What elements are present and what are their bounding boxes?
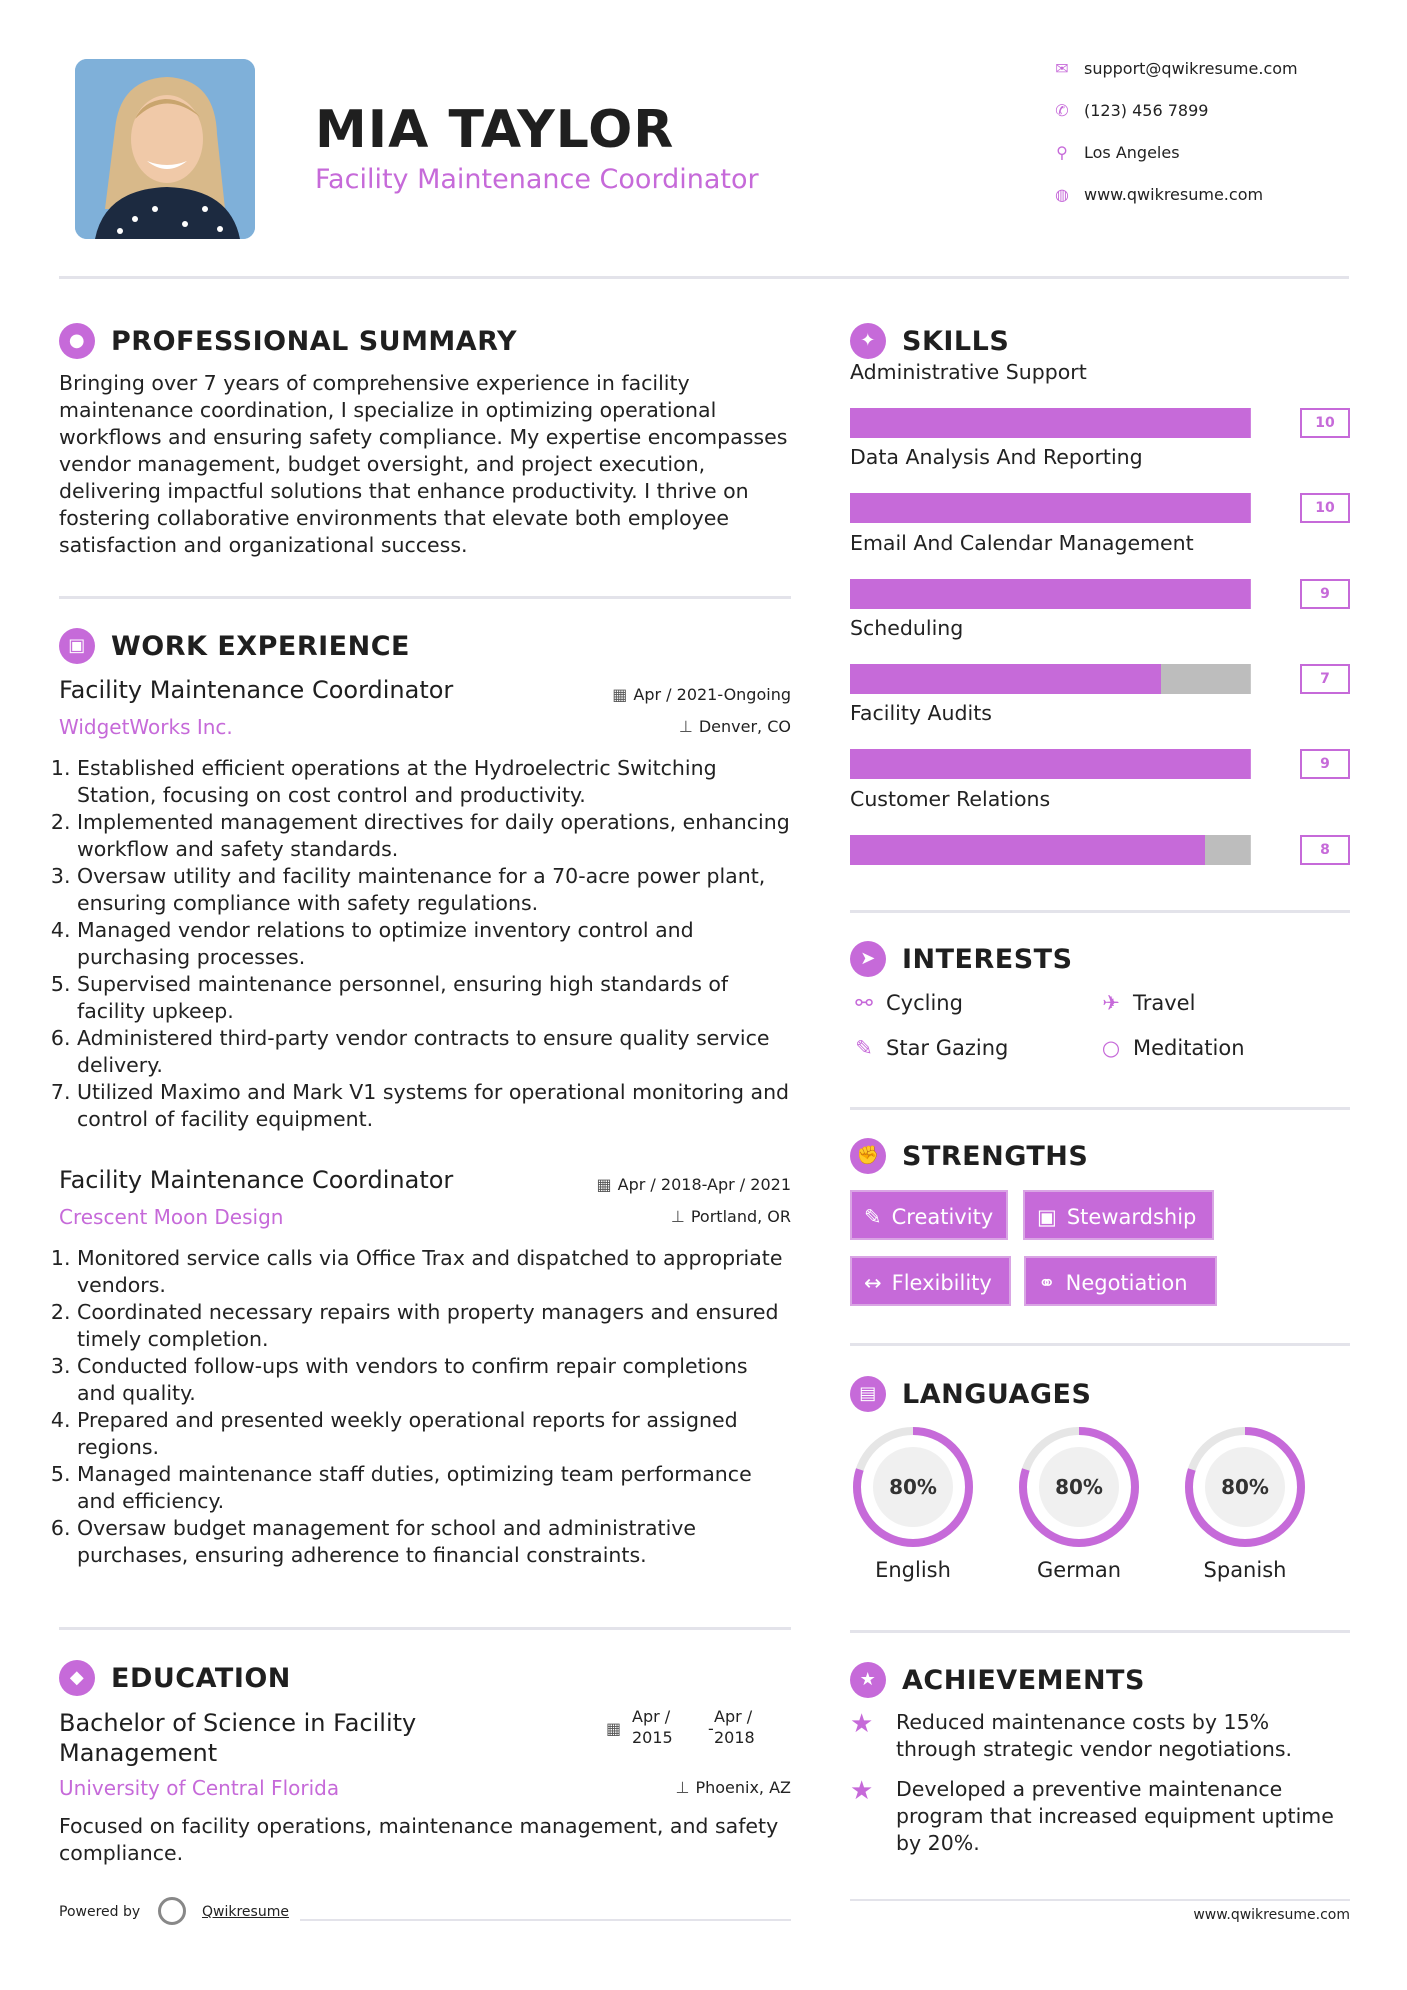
plane-icon: ✈ <box>1102 991 1120 1015</box>
list-item: 6. Administered third-party vendor contracts to ensure quality service delivery. <box>77 1025 791 1079</box>
contact-email[interactable]: ✉ support@qwikresume.com <box>1050 56 1370 82</box>
list-item: 5. Supervised maintenance personnel, ensuring high standards of facility upkeep. <box>77 971 791 1025</box>
skill-name: Email And Calendar Management <box>850 530 1194 555</box>
job-2-title: Facility Maintenance Coordinator <box>59 1166 454 1194</box>
globe-icon: ◍ <box>1055 185 1069 204</box>
circle-icon: ○ <box>1101 1036 1121 1060</box>
skill-score: 8 <box>1300 835 1350 865</box>
phone-icon: ✆ <box>1055 101 1069 120</box>
list-item: 5. Managed maintenance staff duties, optimizing team performance and efficiency. <box>77 1461 791 1515</box>
interests-heading: ➤ INTERESTS <box>850 940 1073 980</box>
strength-negotiation: ⚭ Negotiation <box>1024 1256 1217 1306</box>
skill-name: Data Analysis And Reporting <box>850 445 1143 470</box>
language-ring <box>848 1422 978 1552</box>
skill-bar-segment <box>894 835 939 865</box>
skill-bar-segment <box>939 835 984 865</box>
summary-heading: ● PROFESSIONAL SUMMARY <box>59 322 517 362</box>
skill-bar-segment <box>983 408 1028 438</box>
job-2-location: ⊥ Portland, OR <box>670 1207 791 1226</box>
skill-bar-segment <box>1072 835 1117 865</box>
skill-bar-segment <box>983 835 1028 865</box>
skill-bar-segment <box>1116 579 1161 609</box>
skill-bar-segment <box>1028 579 1073 609</box>
list-item: 4. Managed vendor relations to optimize inventory control and purchasing processes. <box>77 917 791 971</box>
skill-bar-segment <box>1072 408 1117 438</box>
achievement-item-2: ★ Developed a preventive maintenance program that increased equipment uptime by 20%. <box>850 1776 1334 1855</box>
job-2-duties <box>59 1245 791 1569</box>
star-icon: ★ <box>850 1709 874 1739</box>
skill-bar-segment <box>894 493 939 523</box>
language-name: German <box>1036 1558 1122 1582</box>
star-icon: ★ <box>850 1776 874 1806</box>
skill-bar-segment <box>1028 835 1073 865</box>
calendar-icon: ▦ <box>596 1175 612 1194</box>
skill-bar-segment <box>1205 408 1250 438</box>
skill-bar <box>850 835 1350 865</box>
language-percent: 80% <box>889 1475 937 1499</box>
achievements-heading: ★ ACHIEVEMENTS <box>850 1661 1145 1701</box>
skill-name: Administrative Support <box>850 360 1087 384</box>
skill-bar-segment <box>1072 579 1117 609</box>
skill-bar-segment <box>1205 664 1250 694</box>
languages-list <box>848 1422 1358 1582</box>
skill-bar-segment <box>894 664 939 694</box>
fist-icon: ✊ <box>850 1138 886 1174</box>
skills-list <box>850 360 1350 880</box>
education-school: University of Central Florida <box>59 1776 340 1800</box>
strength-creativity: ✎ Creativity <box>850 1190 1008 1240</box>
skill-bar-segment <box>850 408 895 438</box>
language-ring <box>1014 1422 1144 1552</box>
job-1-location: ⊥ Denver, CO <box>678 717 791 736</box>
education-degree: Bachelor of Science in Facility Management <box>59 1709 417 1767</box>
user-icon: ● <box>59 323 95 359</box>
footer-divider-left <box>300 1919 791 1921</box>
envelope-icon: ✉ <box>1055 59 1069 78</box>
list-item: 3. Oversaw utility and facility maintenance for a 70-acre power plant, ensuring compliance with safety regulations. <box>77 863 791 917</box>
skill-bar-segment <box>1161 408 1206 438</box>
skill-bar-segment <box>1161 749 1206 779</box>
skill-score: 10 <box>1300 493 1350 523</box>
skill-bar-segment <box>939 579 984 609</box>
graduation-icon: ◆ <box>59 1660 95 1696</box>
skill-bar-segment <box>1161 835 1206 865</box>
interest-travel: ✈ Travel <box>1097 988 1195 1018</box>
skill-bar <box>850 408 1350 438</box>
interests-divider <box>850 1107 1350 1110</box>
job-1-company: WidgetWorks Inc. <box>59 715 233 739</box>
skill-bar-segment <box>1205 749 1250 779</box>
skill-bar-segment <box>1116 835 1161 865</box>
calendar-icon: ▦ <box>606 1719 622 1738</box>
language-percent: 80% <box>1055 1475 1103 1499</box>
trophy-icon: ★ <box>850 1662 886 1698</box>
skill-score: 7 <box>1300 664 1350 694</box>
skill-bar-segment <box>850 664 895 694</box>
summary-divider <box>59 596 791 599</box>
language-name: English <box>875 1558 951 1582</box>
contact-location: ⚲ Los Angeles <box>1050 140 1370 166</box>
language-percent: 80% <box>1221 1475 1269 1499</box>
skill-bar-segment <box>1028 664 1073 694</box>
education-location: ⊥ Phoenix, AZ <box>675 1778 791 1797</box>
interest-cycling: ⚯ Cycling <box>850 988 963 1018</box>
arrows-horizontal-icon: ↔ <box>864 1271 882 1295</box>
skill-bar-segment <box>939 664 984 694</box>
skill-bar-segment <box>983 749 1028 779</box>
list-item: 6. Oversaw budget management for school and administrative purchases, ensuring adherence to financial constraints. <box>77 1515 791 1569</box>
lightbulb-icon: ✦ <box>850 323 886 359</box>
strengths-divider <box>850 1343 1350 1346</box>
handshake-icon: ⚭ <box>1038 1271 1056 1295</box>
brush-icon: ✎ <box>864 1205 882 1229</box>
strengths-heading: ✊ STRENGTHS <box>850 1137 1088 1177</box>
skill-bar-segment <box>850 749 895 779</box>
experience-divider <box>59 1627 791 1630</box>
skill-bar-segment <box>1161 664 1206 694</box>
skill-bar-segment <box>1205 493 1250 523</box>
languages-divider <box>850 1630 1350 1633</box>
candidate-title: Facility Maintenance Coordinator <box>315 164 759 195</box>
skill-bar-segment <box>939 408 984 438</box>
languages-heading: ▤ LANGUAGES <box>850 1375 1091 1415</box>
skill-score: 9 <box>1300 579 1350 609</box>
skill-bar-segment <box>1161 579 1206 609</box>
skill-bar-segment <box>939 493 984 523</box>
education-heading: ◆ EDUCATION <box>59 1659 291 1699</box>
language-ring <box>1180 1422 1310 1552</box>
skill-bar-segment <box>1116 493 1161 523</box>
briefcase-icon: ▣ <box>1037 1205 1057 1229</box>
skill-bar-segment <box>1161 493 1206 523</box>
paper-plane-icon: ➤ <box>850 941 886 977</box>
skill-score: 9 <box>1300 749 1350 779</box>
skill-name: Scheduling <box>850 615 964 640</box>
qwikresume-link[interactable]: Qwikresume <box>202 1904 289 1920</box>
skill-bar-segment <box>1205 835 1250 865</box>
list-item: 1. Established efficient operations at the Hydroelectric Switching Station, focusing on cost control and productivity. <box>77 755 791 809</box>
skill-bar-segment <box>850 835 895 865</box>
skill-bar-segment <box>894 749 939 779</box>
skill-bar <box>850 493 1350 523</box>
job-1-date: ▦ Apr / 2021-Ongoing <box>612 685 791 704</box>
interest-star-gazing: ✎ Star Gazing <box>850 1033 1008 1063</box>
profile-photo <box>75 59 255 239</box>
calendar-icon: ▦ <box>612 685 628 704</box>
language-name: Spanish <box>1203 1558 1287 1582</box>
telescope-icon: ✎ <box>855 1036 873 1060</box>
skills-heading: ✦ SKILLS <box>850 322 1009 362</box>
pin-icon: ⊥ <box>675 1778 690 1797</box>
list-item: 2. Implemented management directives for daily operations, enhancing workflow and safety standards. <box>77 809 791 863</box>
skill-bar-segment <box>850 493 895 523</box>
skill-score: 10 <box>1300 408 1350 438</box>
skill-bar-segment <box>983 493 1028 523</box>
list-item: 1. Monitored service calls via Office Trax and dispatched to appropriate vendors. <box>77 1245 791 1299</box>
header-divider <box>59 276 1349 279</box>
skill-bar-segment <box>1072 493 1117 523</box>
skill-bar-segment <box>939 749 984 779</box>
skill-bar-segment <box>1028 493 1073 523</box>
list-item: 2. Coordinated necessary repairs with property managers and ensured timely completion. <box>77 1299 791 1353</box>
footer-website[interactable]: www.qwikresume.com <box>1193 1907 1350 1923</box>
skill-bar <box>850 749 1350 779</box>
pin-icon: ⊥ <box>670 1207 685 1226</box>
experience-heading: ▣ WORK EXPERIENCE <box>59 627 410 667</box>
list-item: 3. Conducted follow-ups with vendors to confirm repair completions and quality. <box>77 1353 791 1407</box>
achievement-item-1: ★ Reduced maintenance costs by 15% through strategic vendor negotiations. <box>850 1709 1293 1761</box>
skill-bar-segment <box>1116 408 1161 438</box>
skill-bar-segment <box>894 579 939 609</box>
candidate-name: MIA TAYLOR <box>315 100 675 160</box>
skill-bar-segment <box>1028 749 1073 779</box>
skill-bar-segment <box>1116 749 1161 779</box>
list-item: 4. Prepared and presented weekly operational reports for assigned regions. <box>77 1407 791 1461</box>
briefcase-icon: ▣ <box>59 628 95 664</box>
summary-text: Bringing over 7 years of comprehensive experience in facility maintenance coordination, I specialize in optimizing operational workflows and ensuring safety compliance. My expertise encompasses vendor management, budget oversight, and project execution, delivering impactful solutions that enhance productivity. I thrive on fostering collaborative environments that elevate both employee satisfaction and organizational success. <box>59 371 788 557</box>
powered-by-label: Powered by <box>59 1904 141 1920</box>
skill-bar-segment <box>850 579 895 609</box>
skill-bar <box>850 579 1350 609</box>
skill-bar-segment <box>1028 408 1073 438</box>
language-icon: ▤ <box>850 1376 886 1412</box>
list-item: 7. Utilized Maximo and Mark V1 systems for operational monitoring and control of facility equipment. <box>77 1079 791 1133</box>
skill-bar-segment <box>983 664 1028 694</box>
strength-flexibility: ↔ Flexibility <box>850 1256 1011 1306</box>
map-pin-icon: ⚲ <box>1056 143 1068 162</box>
skill-bar-segment <box>1072 664 1117 694</box>
strength-stewardship: ▣ Stewardship <box>1023 1190 1214 1240</box>
skill-bar-segment <box>1205 579 1250 609</box>
skill-bar <box>850 664 1350 694</box>
pin-icon: ⊥ <box>678 717 693 736</box>
job-1-title: Facility Maintenance Coordinator <box>59 676 454 704</box>
skill-name: Facility Audits <box>850 701 992 726</box>
job-1-duties <box>59 755 791 1133</box>
skill-name: Customer Relations <box>850 786 1051 811</box>
job-2-date: ▦ Apr / 2018-Apr / 2021 <box>596 1175 791 1194</box>
skill-bar-segment <box>1072 749 1117 779</box>
contact-phone[interactable]: ✆ (123) 456 7899 <box>1050 98 1370 124</box>
skill-bar-segment <box>1116 664 1161 694</box>
contact-website[interactable]: ◍ www.qwikresume.com <box>1050 182 1370 208</box>
bicycle-icon: ⚯ <box>855 991 873 1015</box>
job-2-company: Crescent Moon Design <box>59 1205 284 1229</box>
footer-divider-right <box>850 1899 1350 1901</box>
qwikresume-logo-icon <box>158 1897 186 1925</box>
skill-bar-segment <box>894 408 939 438</box>
education-description: Focused on facility operations, maintenance management, and safety compliance. <box>59 1814 779 1865</box>
skills-divider <box>850 910 1350 913</box>
interest-meditation: ○ Meditation <box>1097 1033 1245 1063</box>
skill-bar-segment <box>983 579 1028 609</box>
